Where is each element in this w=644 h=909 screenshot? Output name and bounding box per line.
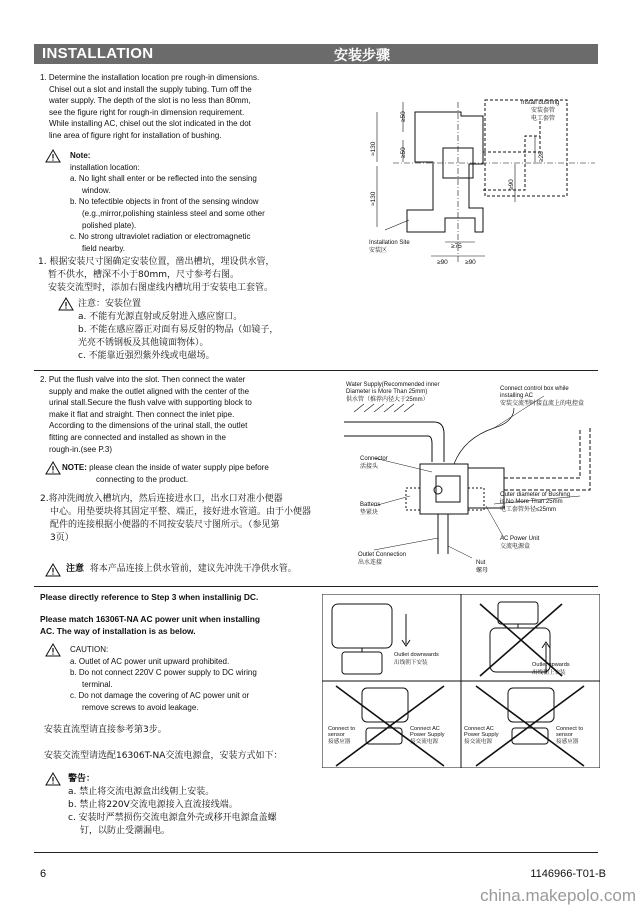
line: 将本产品连接上供水管前，建议先冲洗干净供水管。: [89, 564, 297, 574]
flush-valve-figure: [344, 378, 600, 578]
line: b. Do not connect 220V C power supply to DC wiring: [70, 668, 257, 678]
page-number: 6: [40, 868, 47, 880]
note2: [62, 462, 269, 485]
sensor-label-en1: Connect to: [556, 726, 584, 732]
dim-label: ≥28: [538, 151, 545, 162]
warning-title: 警告：: [68, 774, 96, 784]
arrow-down-icon: [402, 614, 410, 646]
control-box-label-en1: Connect control box while: [500, 386, 569, 392]
line: connecting to the product.: [96, 474, 189, 484]
outlet-down-label-en: Outlet downwards: [394, 652, 439, 658]
line: installation location:: [70, 162, 140, 172]
note-title: NOTE:: [62, 463, 87, 472]
ac-unit-label-zh: 交流电源盒: [500, 544, 531, 550]
acps-label-en2: Power Supply: [410, 732, 445, 738]
line: a. No light shall enter or be reflected into the sensing: [70, 174, 257, 184]
line: polished plate).: [82, 220, 137, 230]
line: window.: [82, 185, 111, 195]
water-supply-label-zh: 供水管（推荐内径大于25mm）: [346, 397, 429, 403]
bushing-area: [485, 100, 567, 196]
line: Please match 16306T-NA AC power unit when installing: [40, 614, 260, 624]
ac-unit-label-en: AC Power Unit: [500, 536, 540, 542]
line: 2. Put the flush valve into the slot. Then connect the water: [40, 375, 246, 384]
note-title: 注意：安装位置: [78, 299, 142, 309]
dc-reference: Please directly reference to Step 3 when installinig DC.: [40, 592, 259, 602]
battens-label-zh: 垫紧块: [360, 510, 379, 516]
valve-body: [420, 464, 468, 514]
line: urinal stall.Secure the flush valve with supporting block to: [49, 398, 252, 408]
note-title: 注意: [66, 564, 85, 574]
line: see the figure right for rough-in dimension requirement.: [49, 107, 245, 117]
line: 3页）: [50, 533, 74, 543]
outlet-up-label-zh: 出线朝上安装: [532, 670, 566, 676]
water-pipe: [344, 422, 444, 462]
acps-label-en1: Connect AC: [410, 726, 440, 732]
bushing-label-en2: is No More Than 25mm: [500, 499, 563, 505]
outlet-label-zh: 出水连接: [358, 560, 383, 566]
dim-label: ≥90: [437, 259, 448, 266]
line: 2.将冲洗阀放入槽坑内，然后连接进水口，出水口对准小便器: [40, 494, 283, 504]
line: 配件的连接根据小便器的不同按安装尺寸图所示。（参见第: [50, 520, 280, 530]
control-box-label-en2: installing AC: [500, 393, 534, 399]
sensor-label-en2: sensor: [556, 732, 573, 738]
valve-inner: [436, 476, 460, 502]
control-box-label-zh: 安装交流型时接直流上的电控盒: [500, 401, 585, 407]
nut-label-zh: 螺母: [476, 568, 489, 574]
dim-label: ≥50: [400, 147, 407, 158]
sensor-label-zh: 接感应器: [556, 739, 579, 745]
dim-label: ≥90: [508, 179, 515, 190]
line: b. No tefectible objects in front of the sensing window: [70, 197, 259, 207]
step1-en: [40, 72, 259, 142]
ac-match: [40, 614, 260, 637]
line: a. 禁止将交流电源盒出线朝上安装。: [68, 787, 215, 797]
warning-icon: [45, 461, 61, 475]
outlet-label-en: Outlet Connection: [358, 552, 407, 558]
line: While installing AC, chisel out the slot indicated in the dot: [49, 119, 251, 129]
title-en: INSTALLATION: [42, 45, 154, 62]
line: (e.g.,mirror,polishing stainless steel and some other: [82, 208, 265, 218]
divider: [34, 586, 598, 587]
battens-label-en: Battens: [360, 502, 381, 508]
note2-zh: [66, 563, 297, 576]
power-unit-orientation-figure: [322, 594, 600, 768]
line: fitting are connected and installed as shown in the: [49, 432, 227, 442]
line: 钉，以防止受潮漏电。: [80, 826, 171, 836]
power-box: [332, 604, 392, 648]
site-label-zh: 安装区: [369, 248, 388, 254]
bushing-label-zh: 安装套管: [531, 108, 556, 114]
zh-ac-match: 安装交流型请选配16306T-NA交流电源盒，安装方式如下：: [44, 751, 283, 761]
line: field nearby.: [82, 243, 125, 253]
bushing-label-en: Install bushing: [521, 100, 560, 106]
dim-label: ≈130: [370, 191, 377, 206]
connector-nut: [434, 486, 442, 494]
line: make it flat and straight. Then connect the inlet pipe.: [49, 409, 235, 419]
acps-label-en1: Connect AC: [464, 726, 494, 732]
outlet-down-label-zh: 出线朝下安装: [394, 660, 428, 666]
line: 暂不供水，槽深不小于80mm，尺寸参考右图。: [48, 270, 239, 280]
line: rough-in.(see P.3): [49, 444, 112, 454]
line: c. 安装时严禁损伤交流电源盒外壳或移开电源盒盖螺: [68, 813, 277, 823]
dim-label: ≥50: [400, 111, 407, 122]
title-zh: 安装步骤: [334, 48, 390, 64]
zh-dc-reference: 安装直流型请直接参考第3步。: [44, 725, 167, 735]
line: c. Do not damage the covering of AC power unit or: [70, 691, 250, 701]
line: 1. Determine the installation location pre rough-in dimensions.: [40, 73, 260, 82]
batten-left: [406, 488, 420, 510]
bushing-label-zh: 电工套管外径≤25mm: [500, 507, 556, 513]
acps-label-zh: 接交流电源: [410, 739, 438, 745]
rough-in-dimension-figure: [365, 92, 601, 270]
power-box: [508, 688, 554, 722]
caution-block: [70, 644, 257, 714]
line: b. 不能在感应器正对面有易反射的物品（如镜子，: [78, 325, 279, 335]
line: please clean the inside of water supply pipe before: [89, 463, 269, 472]
watermark: china.makepolo.com: [480, 886, 636, 905]
connector-label-en: Connector: [360, 456, 388, 462]
batten-right: [468, 488, 484, 510]
document-code: 1146966-T01-B: [530, 868, 606, 880]
slot-outline: [407, 112, 483, 232]
line: 1. 根据安装尺寸图确定安装位置，凿出槽坑，埋设供水管，: [38, 257, 275, 267]
bushing-pipe: [504, 428, 590, 490]
connector-label-zh: 活接头: [360, 464, 379, 470]
step2-zh: [40, 493, 311, 545]
site-label-en: Installation Site: [369, 240, 410, 246]
line: supply and make the outlet aligned with the center of the: [49, 386, 250, 396]
warning-block-zh: [68, 773, 277, 838]
outlet-up-label-en: Outlet upwards: [532, 662, 570, 668]
line: c. No strong ultraviolet radiation or electromagnetic: [70, 232, 251, 242]
caution-icon: [45, 643, 61, 657]
note1: [70, 150, 265, 254]
note1-zh: [78, 298, 278, 363]
control-wire: [454, 408, 514, 464]
nut-label-en: Nut: [476, 560, 486, 566]
dim-label: ≥90: [465, 259, 476, 266]
warning-icon: [45, 149, 61, 163]
water-supply-label-en1: Water Supply(Recommended inner: [346, 382, 440, 388]
line: Chisel out a slot and install the supply tubing. Turn off the: [49, 84, 252, 94]
water-supply-label-en2: Diameter is More Than 25mm): [346, 389, 428, 395]
caution-title: CAUTION:: [70, 645, 109, 654]
line: terminal.: [82, 679, 113, 689]
warning-icon: [45, 772, 61, 786]
bushing-label-en1: Outer diameter of Bushing: [500, 492, 571, 498]
line: 安装交流型时，添加右图虚线内槽坑用于安装电工套管。: [48, 283, 274, 293]
warning-icon: [45, 563, 61, 577]
terminal-box: [498, 602, 538, 624]
line: remove screws to avoid leakage.: [82, 702, 199, 712]
warning-icon: [58, 297, 74, 311]
line: c. 不能靠近强烈紫外线或电磁场。: [78, 351, 215, 361]
sensor-label-zh: 接感应器: [328, 739, 351, 745]
dim-label: ≈130: [370, 141, 377, 156]
line: water supply. The depth of the slot is no less than 80mm,: [49, 96, 251, 106]
line: AC. The way of installation is as below.: [40, 625, 196, 636]
divider: [34, 852, 598, 853]
note-title: Note:: [70, 151, 91, 160]
bushing-label-zh2: 电工套管: [531, 116, 556, 122]
sensor-label-en1: Connect to: [328, 726, 356, 732]
outlet-pipe: [438, 514, 448, 554]
line: According to the dimensions of the urinal stall, the outlet: [49, 421, 248, 431]
divider: [34, 370, 598, 371]
line: 光亮不锈钢板及其他镜面物体）。: [78, 338, 209, 348]
dim-label: ≥75: [451, 243, 462, 250]
terminal-box: [342, 652, 382, 674]
line: b. 禁止将220V交流电源接入直流接线端。: [68, 800, 238, 810]
line: a. Outlet of AC power unit upward prohibited.: [70, 656, 230, 666]
step1-zh: [38, 256, 274, 295]
step2-en: [40, 374, 252, 455]
acps-label-en2: Power Supply: [464, 732, 499, 738]
line: 中心。用垫要块将其固定平整、端正，接好进水管道。由于小便器: [50, 507, 312, 517]
hatched-wall: [354, 404, 414, 412]
sensor-label-en2: sensor: [328, 732, 345, 738]
line: a. 不能有光源直射或反射进入感应窗口。: [78, 312, 243, 322]
line: line area of figure right for installation of bushing.: [49, 130, 222, 140]
acps-label-zh: 接交流电源: [464, 739, 492, 745]
section-header: [34, 44, 598, 64]
